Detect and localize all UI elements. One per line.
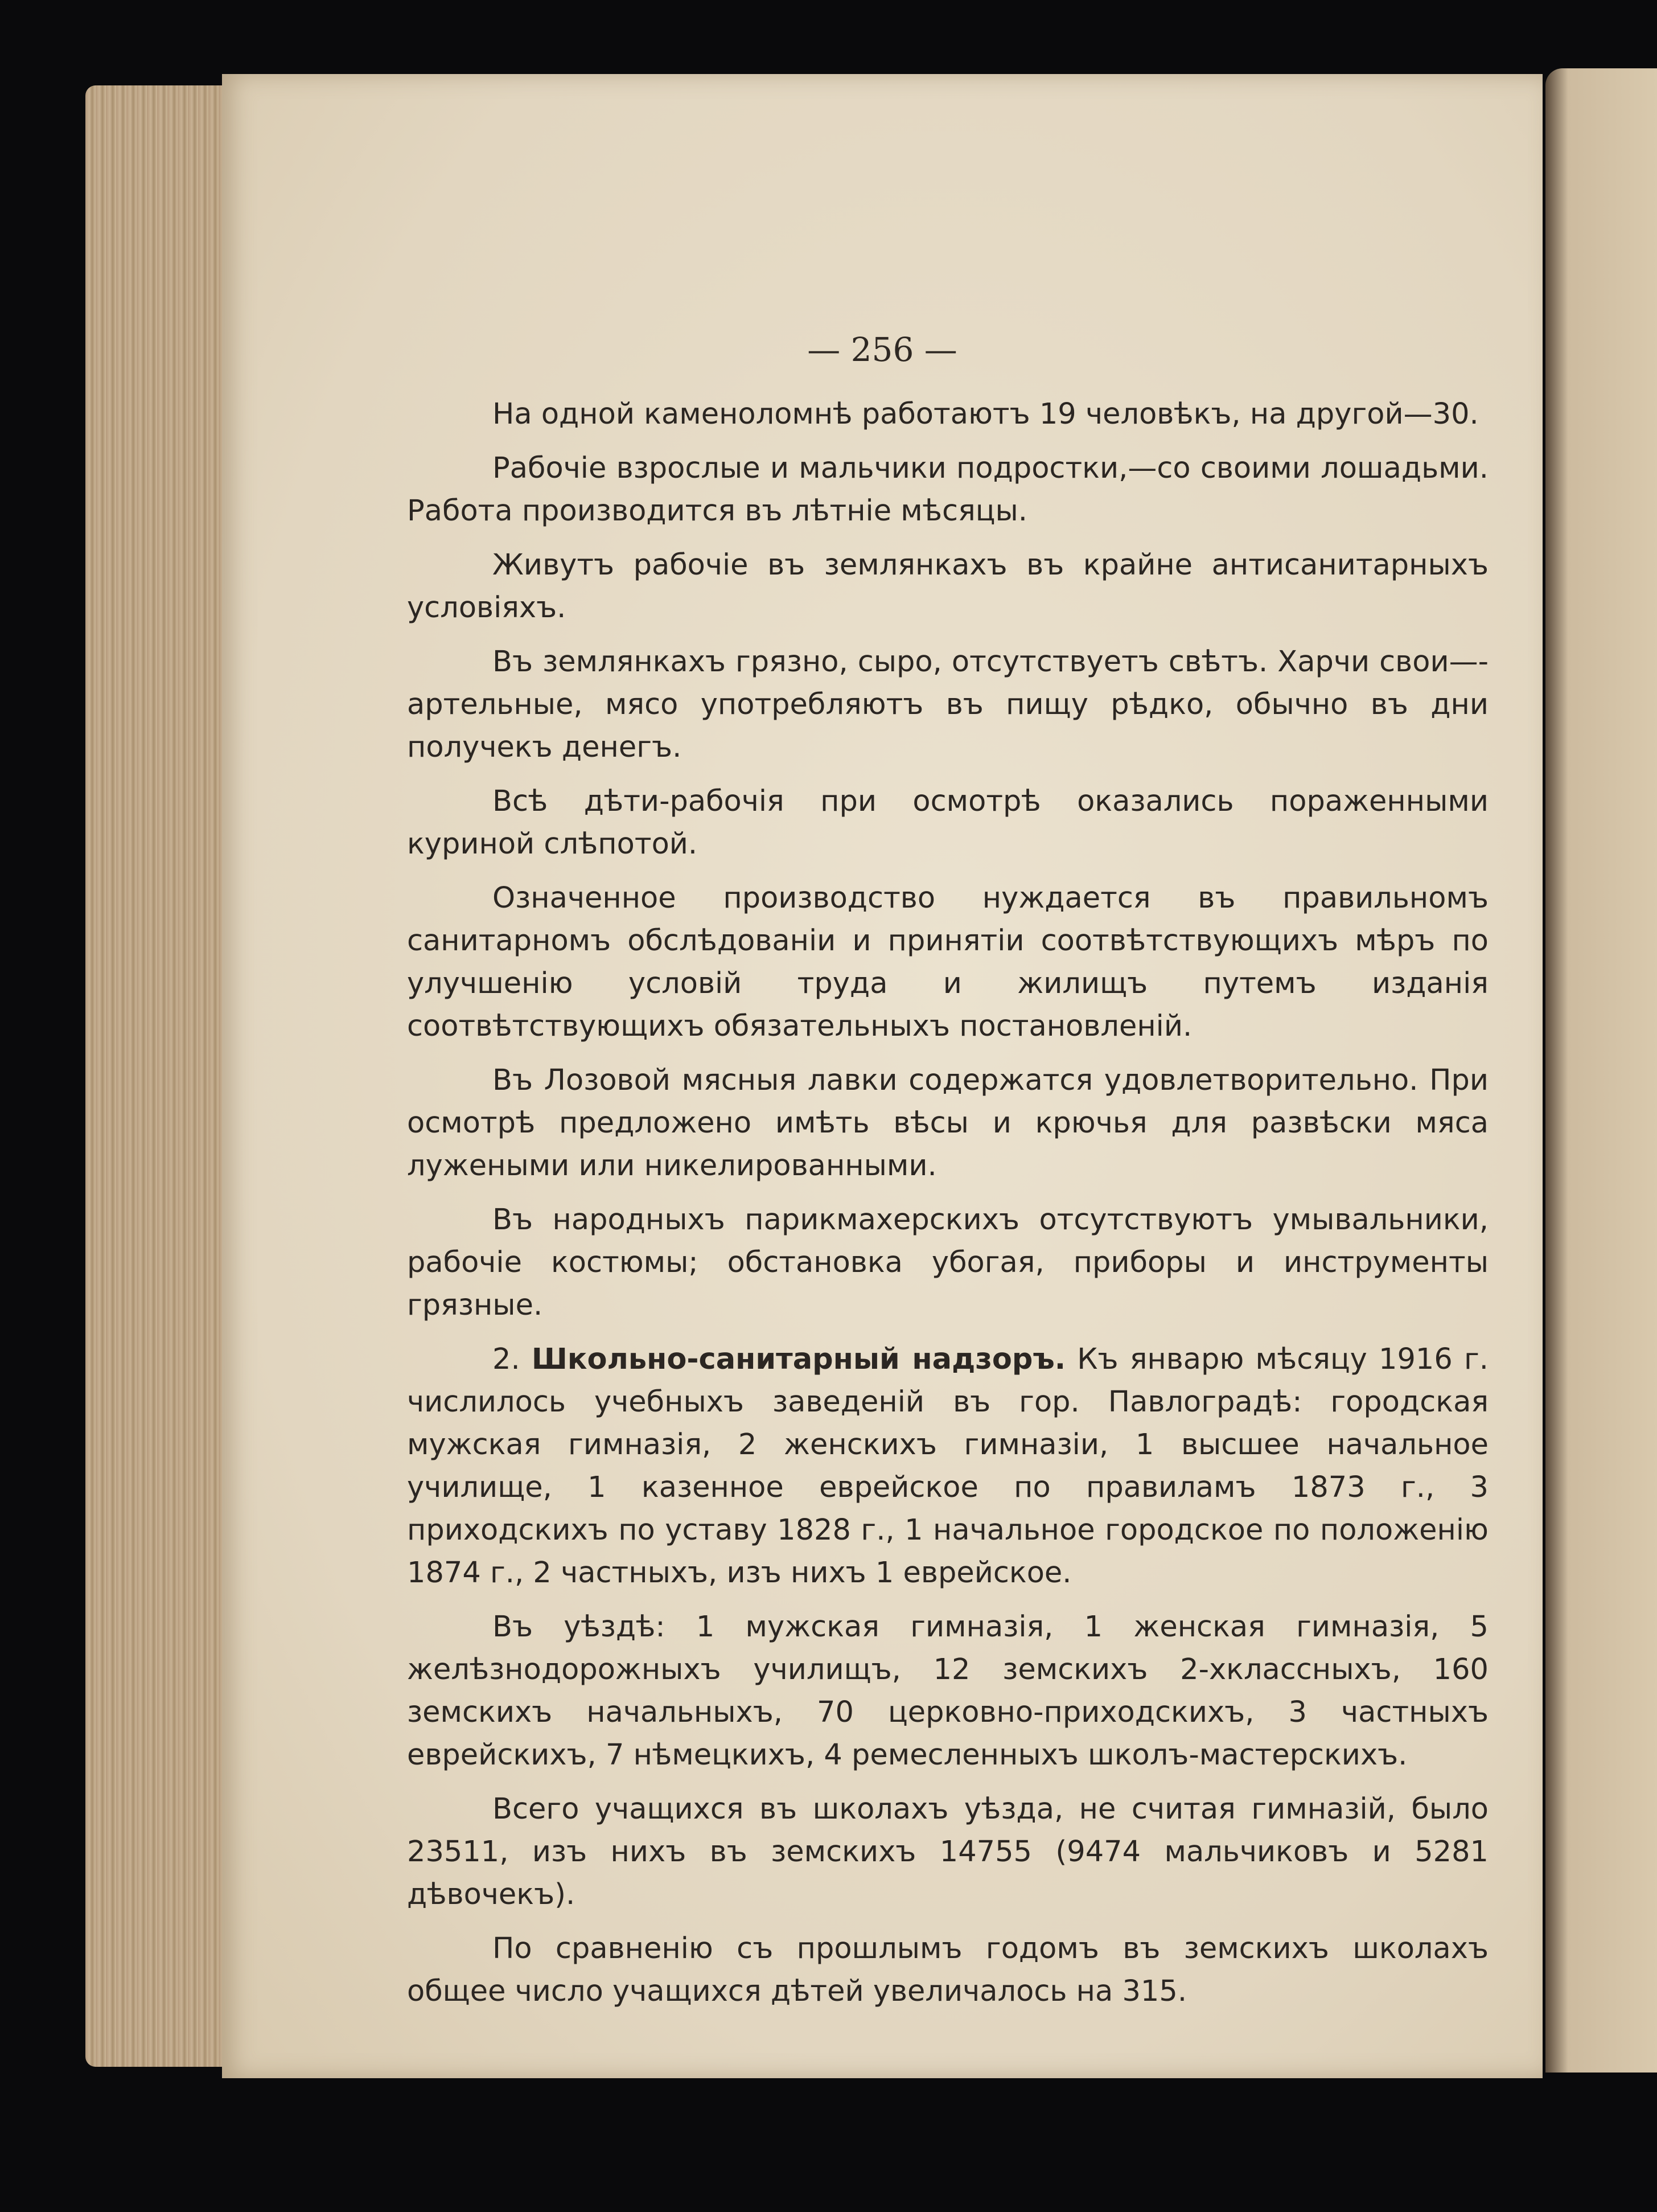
paragraph: По сравненію съ прошлымъ годомъ въ земскихъ школахъ общее число учащихся дѣтей увеличалось на 315. xyxy=(407,1932,1489,2008)
paragraph: Въ уѣздѣ: 1 мужская гимназія, 1 женская гимназія, 5 желѣзнодорожныхъ училищъ, 12 земскихъ 2-хклассныхъ, 160 земскихъ начальныхъ, 70 церковно-приходскихъ, 3 частныхъ еврейскихъ, 7 нѣмецкихъ, 4 ремесленныхъ школъ-мастерскихъ. xyxy=(407,1610,1489,1772)
paragraph: Въ народныхъ парикмахерскихъ отсутствуютъ умывальники, рабочіе костюмы; обстановка убогая, приборы и инструменты грязные. xyxy=(407,1203,1489,1322)
section-heading: Школьно-санитарный надзоръ. xyxy=(531,1343,1066,1376)
paragraph: Живутъ рабочіе въ землянкахъ въ крайне антисанитарныхъ условіяхъ. xyxy=(407,548,1489,625)
section-number: 2. xyxy=(492,1343,532,1376)
paragraph: Въ землянкахъ грязно, сыро, отсутствуетъ свѣтъ. Харчи свои—-артельные, мясо употребляютъ въ пищу рѣдко, обычно въ дни получекъ денегъ. xyxy=(407,645,1489,764)
page-number: — 256 — xyxy=(807,330,957,369)
book-page-edges xyxy=(85,85,233,2067)
paragraph: Означенное производство нуждается въ правильномъ санитарномъ обслѣдованіи и принятіи соотвѣтствующихъ мѣръ по улучшенію условій труда и жилищъ путемъ изданія соотвѣтствующихъ обязательныхъ постановленій. xyxy=(407,881,1489,1043)
paragraph: На одной каменоломнѣ работаютъ 19 человѣкъ, на другой—30. xyxy=(492,397,1479,431)
book-page xyxy=(222,74,1543,2078)
paragraph: Рабочіе взрослые и мальчики подростки,—со своими лошадьми. Работа производится въ лѣтніе мѣсяцы. xyxy=(407,452,1489,528)
section-text: Къ январю мѣсяцу 1916 г. числилось учебныхъ заведеній въ гор. Павлоградѣ: городская мужская гимназія, 2 женскихъ гимназіи, 1 высшее начальное училище, 1 казенное еврейское по правиламъ 1873 г., 3 приходскихъ по уставу 1828 г., 1 начальное городское по положенію 1874 г., 2 частныхъ, изъ нихъ 1 еврейское. xyxy=(407,1343,1489,1590)
adjacent-page xyxy=(1545,68,1657,2073)
paragraph: Въ Лозовой мясныя лавки содержатся удовлетворительно. При осмотрѣ предложено имѣть вѣсы и крючья для развѣски мяса лужеными или никелированными. xyxy=(407,1064,1489,1183)
paragraph: Всего учащихся въ школахъ уѣзда, не считая гимназій, было 23511, изъ нихъ въ земскихъ 14755 (9474 мальчиковъ и 5281 дѣвочекъ). xyxy=(407,1792,1489,1911)
page-body-text xyxy=(407,393,1489,2024)
section-paragraph xyxy=(407,1338,1489,1594)
paragraph: Всѣ дѣти-рабочія при осмотрѣ оказались пораженными куриной слѣпотой. xyxy=(407,785,1489,861)
